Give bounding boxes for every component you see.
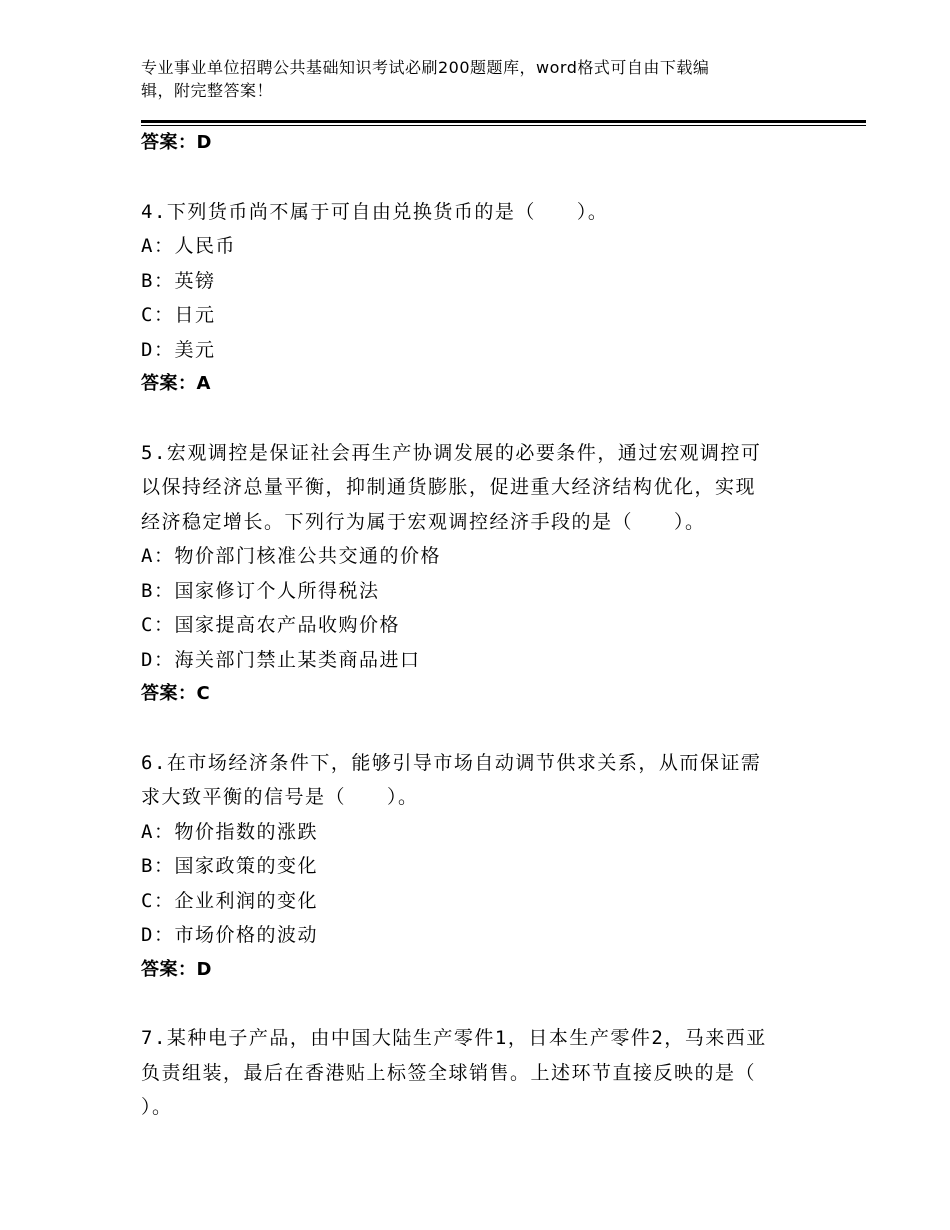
option-d: D：海关部门禁止某类商品进口 [141,648,421,671]
option-b: B：国家政策的变化 [141,855,318,877]
question-text: 以保持经济总量平衡，抑制通货膨胀，促进重大经济结构优化，实现 [141,476,757,498]
option-a: A：物价部门核准公共交通的价格 [141,545,441,567]
spacer [141,987,811,1021]
option-b: B：英镑 [141,269,216,292]
question-7 [141,1021,811,1125]
header-rule-thick [141,120,866,123]
option-c: C：日元 [141,304,216,326]
answer-line: 答案：A [141,373,211,394]
question-text: 5.宏观调控是保证社会再生产协调发展的必要条件，通过宏观调控可 [141,441,762,464]
answer-line: 答案：C [141,683,211,704]
header-line: 专业事业单位招聘公共基础知识考试必刷200题题库，word格式可自由下载编 [141,58,710,77]
question-text: 求大致平衡的信号是（ ）。 [141,786,419,808]
question-text: 4.下列货币尚不属于可自由兑换货币的是（ ）。 [141,200,609,223]
question-text: 7.某种电子产品，由中国大陆生产零件1，日本生产零件2，马来西亚 [141,1027,767,1049]
option-a: A：人民币 [141,235,236,257]
spacer [141,402,811,436]
option-a: A：物价指数的涨跌 [141,820,318,843]
option-d: D：市场价格的波动 [141,924,318,946]
option-b: B：国家修订个人所得税法 [141,579,380,602]
question-6 [141,746,811,988]
spacer [141,161,811,195]
question-text: 负责组装，最后在香港贴上标签全球销售。上述环节直接反映的是（ [141,1061,757,1084]
option-c: C：企业利润的变化 [141,889,318,912]
option-d: D：美元 [141,338,216,361]
answer-line: 答案：D [141,958,212,980]
question-5 [141,436,811,712]
spacer [141,712,811,746]
answer-line: 答案：D [141,132,212,153]
document-body [141,126,811,1125]
question-text: 经济稳定增长。下列行为属于宏观调控经济手段的是（ ）。 [141,510,706,533]
option-c: C：国家提高农产品收购价格 [141,614,400,636]
document-header [141,56,801,102]
header-line: 辑，附完整答案！ [141,81,274,100]
question-4 [141,195,811,402]
question-text: ）。 [141,1096,173,1118]
question-text: 6.在市场经济条件下，能够引导市场自动调节供求关系，从而保证需 [141,751,762,774]
